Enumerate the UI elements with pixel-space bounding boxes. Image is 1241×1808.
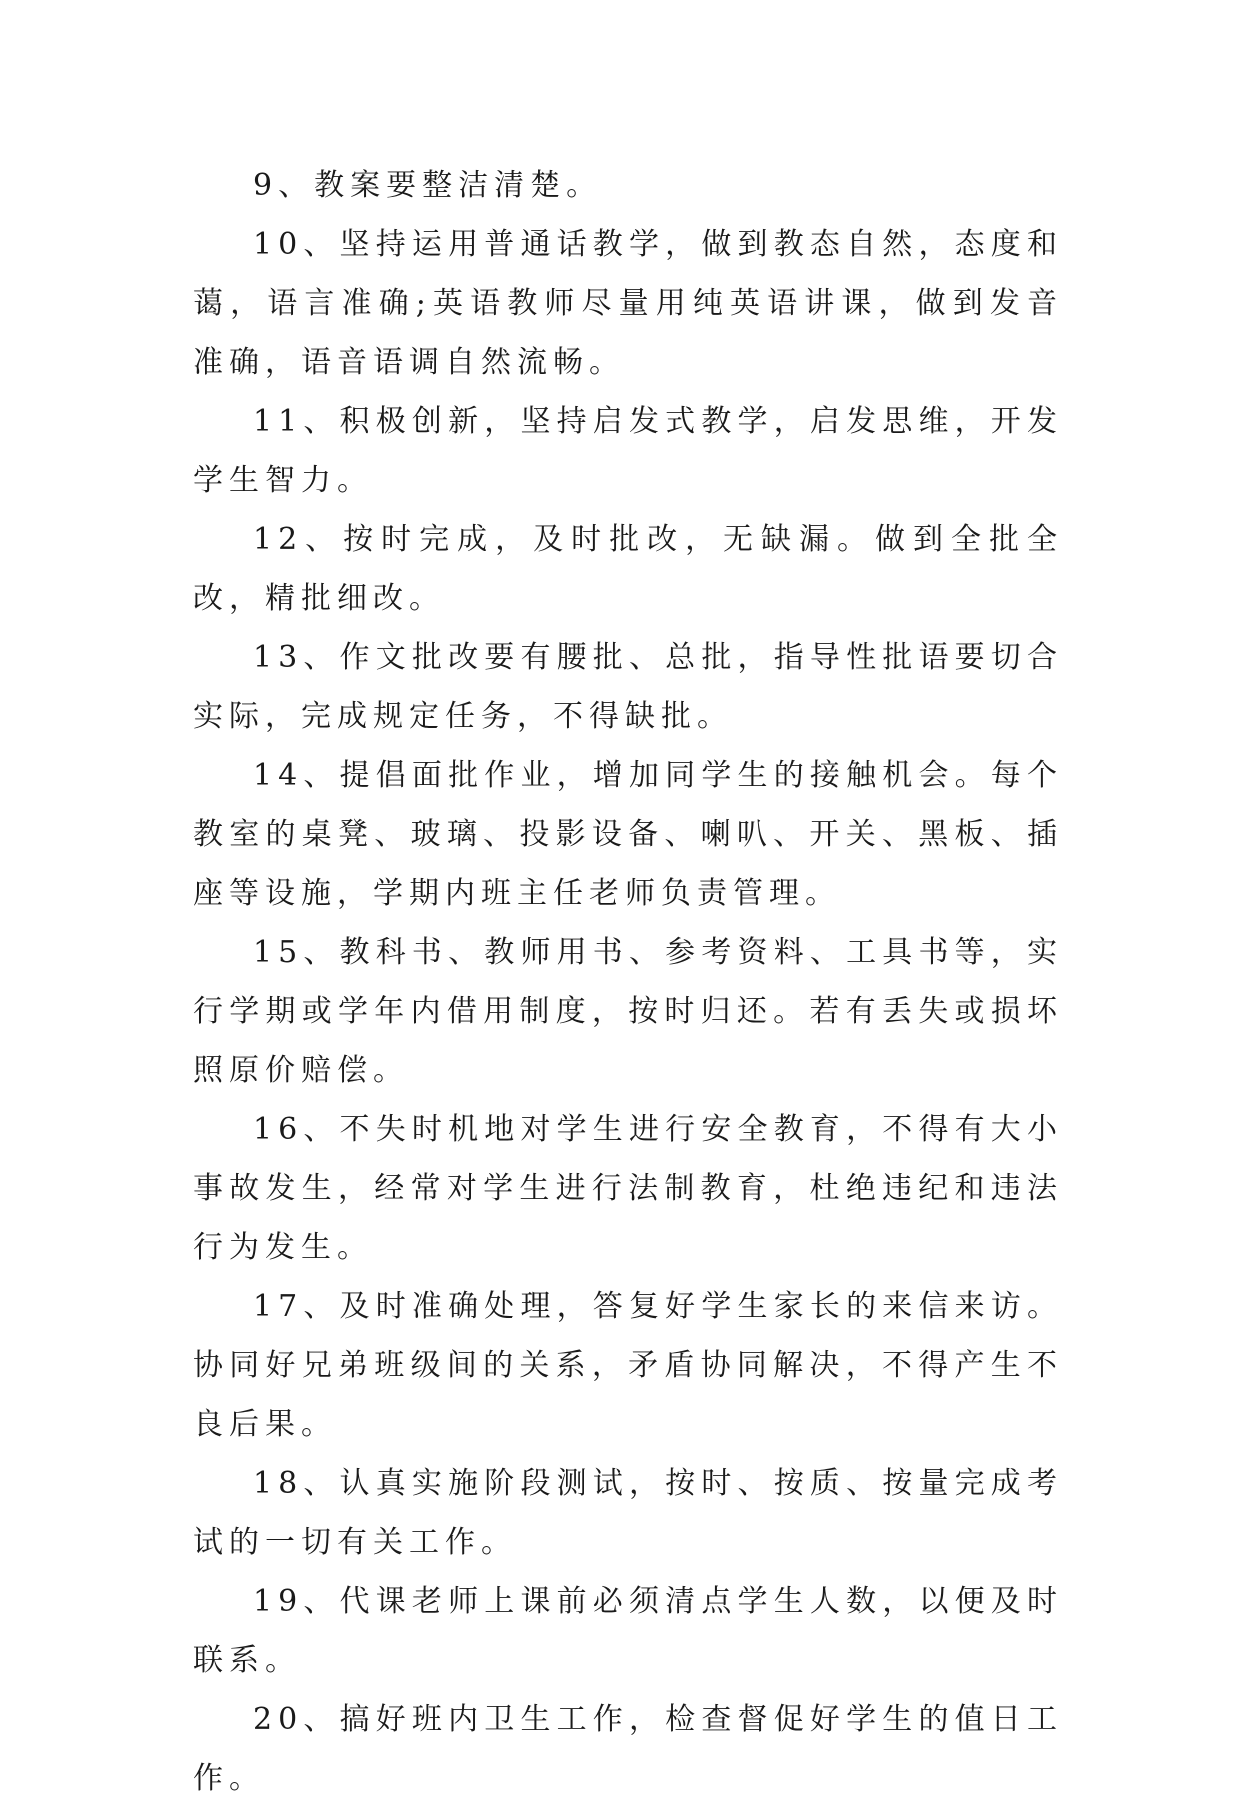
- paragraph-11: 11、积极创新，坚持启发式教学，启发思维，开发学生智力。: [193, 404, 1063, 498]
- paragraph-12: 12、按时完成，及时批改，无缺漏。做到全批全改，精批细改。: [193, 522, 1063, 616]
- paragraph-16: 16、不失时机地对学生进行安全教育，不得有大小事故发生，经常对学生进行法制教育，杜绝违纪和违法行为发生。: [193, 1112, 1063, 1265]
- paragraph-9: 9、教案要整洁清楚。: [253, 168, 603, 203]
- paragraph-10: 10、坚持运用普通话教学，做到教态自然，态度和蔼，语言准确;英语教师尽量用纯英语讲课，做到发音准确，语音语调自然流畅。: [193, 227, 1063, 380]
- paragraph-17: 17、及时准确处理，答复好学生家长的来信来访。协同好兄弟班级间的关系，矛盾协同解决，不得产生不良后果。: [193, 1289, 1063, 1442]
- paragraph-13: 13、作文批改要有腰批、总批，指导性批语要切合实际，完成规定任务，不得缺批。: [193, 640, 1063, 734]
- paragraph-15: 15、教科书、教师用书、参考资料、工具书等，实行学期或学年内借用制度，按时归还。若有丢失或损坏照原价赔偿。: [193, 935, 1063, 1088]
- paragraph-19: 19、代课老师上课前必须清点学生人数，以便及时联系。: [193, 1584, 1063, 1678]
- document-body: [193, 156, 1063, 1808]
- paragraph-18: 18、认真实施阶段测试，按时、按质、按量完成考试的一切有关工作。: [193, 1466, 1063, 1560]
- paragraph-20: 20、搞好班内卫生工作，检查督促好学生的值日工作。: [193, 1702, 1063, 1796]
- paragraph-14: 14、提倡面批作业，增加同学生的接触机会。每个教室的桌凳、玻璃、投影设备、喇叭、开关、黑板、插座等设施，学期内班主任老师负责管理。: [193, 758, 1063, 911]
